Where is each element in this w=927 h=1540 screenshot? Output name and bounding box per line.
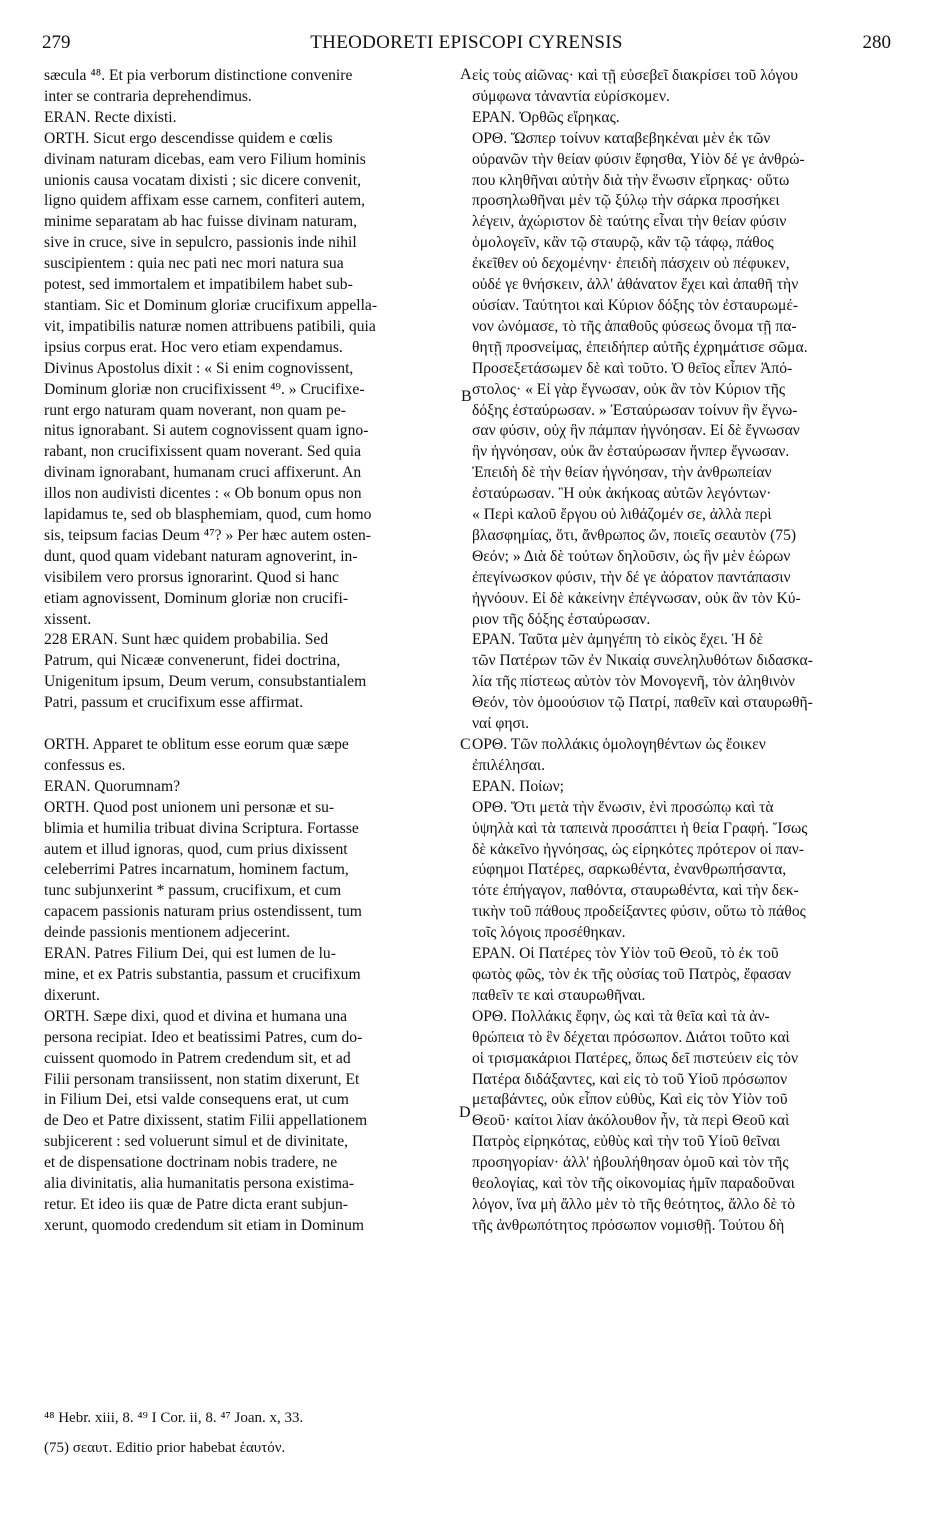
greek-line: νον ὠνόμασε, τὸ τῆς ἀπαθοῦς φύσεως ὄνομα τῇ πα- [472,317,797,335]
latin-line: capacem passionis naturam prius ostendissent, tum [44,903,362,921]
greek-line: σύμφωνα τἀναντία εὑρίσκομεν. [472,87,670,105]
greek-line: σαν φύσιν, οὐχ ἣν πάμπαν ἠγνόησαν. Εἰ δὲ ἔγνωσαν [472,422,800,440]
greek-line: παθεῖν τε καὶ σταυρωθῆναι. [472,986,646,1004]
latin-line: runt ergo naturam quam noverant, non quam pe- [44,401,346,419]
latin-line: ORTH. Quod post unionem uni personæ et su- [44,798,335,816]
greek-line: προσηλωθῆναι μὲν τῷ ξύλῳ τὴν σάρκα προσήκει [472,192,780,210]
latin-line: Dominum gloriæ non crucifixissent ⁴⁹. » Crucifixe- [44,380,365,398]
latin-line: ERAN. Patres Filium Dei, qui est lumen de lu- [44,945,336,963]
latin-line: celeberrimi Patres incarnatum, hominem factum, [44,861,349,879]
latin-line: Filii personam transiissent, non statim dixerunt, Et [44,1070,360,1088]
greek-line: ὑψηλὰ καὶ τὰ ταπεινὰ προσάπτει ἡ θεία Γραφή. Ἴσως [472,819,808,837]
latin-line: ORTH. Sæpe dixi, quod et divina et humana una [44,1007,348,1025]
latin-line: ORTH. Apparet te oblitum esse eorum quæ sæpe [44,736,349,753]
latin-line: xissent. [44,610,92,628]
greek-line: εἰς τοὺς αἰῶνας· καὶ τῇ εὐσεβεῖ διακρίσει τοῦ λόγου [472,67,798,84]
margin-marker-c: C [460,736,471,753]
greek-line: λία τῆς πίστεως αὐτὸν τὸν Μονογενῆ, τὸν ἀληθινὸν [472,673,795,691]
latin-line: etiam agnovissent, Dominum gloriæ non crucifi- [44,589,349,607]
greek-line: Θεόν; » Διὰ δὲ τούτων δηλοῦσιν, ὡς ἣν μὲν ἑώρων [472,547,791,565]
greek-line: λέγειν, ἀχώριστον δὲ ταύτης εἶναι τὴν θείαν φύσιν [472,213,787,231]
greek-line: ΕΡΑΝ. Οἱ Πατέρες τὸν Υἱὸν τοῦ Θεοῦ, τὸ ἐκ τοῦ [472,945,779,963]
greek-line: λόγον, ἵνα μὴ ἄλλο μὲν τὸ τῆς θεότητος, ἄλλο δὲ τὸ [472,1195,796,1213]
greek-line: ἐπεγίνωσκον φύσιν, τὴν δέ γε ἀόρατον παντάπασιν [472,568,791,586]
greek-line: ἐπιλέλησαι. [472,756,545,774]
latin-line: et de dispensatione doctrinam nobis tradere, ne [44,1154,338,1172]
page-number-left: 279 [42,32,71,53]
latin-line: Patrum, qui Nicææ convenerunt, fidei doctrina, [44,652,341,670]
greek-line: θητῇ προσνείμας, ἐπειδήπερ αὐτῆς ἐχρημάτισε σῶμα. [472,338,808,356]
latin-line: potest, sed immortalem et impatibilem habet sub- [44,276,353,294]
latin-line: de Deo et Patre dixissent, statim Filii appellationem [44,1112,368,1130]
latin-line: Unigenitum ipsum, Deum verum, consubstantialem [44,673,367,691]
latin-line: nitus ignorabant. Si autem cognovissent quam igno- [44,422,369,440]
greek-line: τότε ἐπήγαγον, παθόντα, σταυρωθέντα, καὶ τὴν δεκ- [472,882,799,900]
greek-line: ΕΡΑΝ. Ὀρθῶς εἴρηκας. [472,108,620,126]
latin-line: stantiam. Sic et Dominum gloriæ crucifixum appella- [44,296,378,314]
latin-line: ligno quidem affixam esse carnem, confiteri autem, [44,192,366,210]
greek-line: θεολογίας, καὶ τὸν τῆς οἰκονομίας ἡμῖν παραδοῦναι [472,1175,795,1193]
footnote-variant: (75) σεαυτ. Editio prior habebat ἑαυτόν. [44,1440,286,1456]
latin-line: illos non audivisti dicentes : « Ob bonum opus non [44,485,362,503]
margin-marker-d: D [459,1104,471,1121]
greek-line: ΟΡΘ. Ὥσπερ τοίνυν καταβεβηκέναι μὲν ἐκ τῶν [472,129,771,147]
latin-line: sæcula ⁴⁸. Et pia verborum distinctione convenire [44,67,353,84]
greek-line: δὲ κἀκεῖνο ἠγνόησας, ὡς εἰρηκότες πρότερον οἱ παν- [472,840,804,858]
latin-line: confessus es. [44,756,126,774]
greek-line: ΕΡΑΝ. Ταῦτα μὲν ἀμηγέπη τὸ εἰκὸς ἔχει. Ἡ δὲ [472,631,764,649]
latin-line: suscipientem : quia nec pati nec mori natura sua [44,255,344,273]
latin-line: ORTH. Sicut ergo descendisse quidem e cœlis [44,129,333,147]
greek-line: βλασφημίας, ὅτι, ἄνθρωπος ὤν, ποιεῖς σεαυτὸν (75) [472,526,797,544]
greek-line: μεταβάντες, οὐκ εἶπον εὐθὺς, Καὶ εἰς τὸν Υἱὸν τοῦ [472,1091,788,1109]
latin-line: mine, et ex Patris substantia, passum et crucifixum [44,965,361,983]
latin-line: visibilem vero prorsus ignorarint. Quod si hanc [44,568,339,586]
greek-line: Ἐπειδὴ δὲ τὴν θείαν ἠγνόησαν, τὴν ἀνθρωπείαν [472,464,772,482]
latin-line: minime separatam ab hac fuisse divinam naturam, [44,213,358,231]
greek-line: εύφημοι Πατέρες, σαρκωθέντα, ἐνανθρωπήσαντα, [472,861,787,879]
latin-line: retur. Et ideo iis quæ de Patre dicta erant subjun- [44,1195,349,1213]
greek-line: τῶν Πατέρων τῶν ἐν Νικαίᾳ συνεληλυθότων διδασκα- [472,652,813,670]
greek-line: Προσεξετάσωμεν δὲ καὶ τοῦτο. Ὁ θεῖος εἶπεν Ἀπό- [472,359,793,377]
greek-line: στολος· « Εἰ γὰρ ἔγνωσαν, οὐκ ἂν τὸν Κύριον τῆς [472,380,786,398]
latin-line: Divinus Apostolus dixit : « Si enim cognovissent, [44,359,354,377]
latin-line: dixerunt. [44,986,100,1004]
greek-line: δόξης ἐσταύρωσαν. » Ἐσταύρωσαν τοίνυν ἣν ἔγνω- [472,401,798,419]
latin-line: autem et illud ignoras, quod, cum prius dixissent [44,840,348,858]
greek-column [472,66,892,1237]
greek-line: ΟΡΘ. Ὅτι μετὰ τὴν ἕνωσιν, ἑνὶ προσώπῳ καὶ τὰ [472,798,774,816]
greek-line: που κληθῆναι αὐτὴν διὰ τὴν ἕνωσιν εἴρηκας· οὕτω [472,171,790,189]
footnote-references: ⁴⁸ Hebr. xiii, 8. ⁴⁹ I Cor. ii, 8. ⁴⁷ Joan. x, 33. [44,1410,304,1426]
page-number-right: 280 [862,32,891,53]
latin-line: dunt, quod quam videbant naturam agnoverint, in- [44,547,358,565]
greek-line: ἣν ἠγνόησαν, οὐκ ἂν ἐσταύρωσαν ἥνπερ ἔγνωσαν. [472,443,790,461]
latin-line: ERAN. Quorumnam? [44,777,180,795]
latin-line: xerunt, quomodo credendum sit etiam in Dominum [44,1216,365,1234]
latin-line: sis, teipsum facias Deum ⁴⁷? » Per hæc autem osten- [44,526,372,544]
latin-line: persona recipiat. Ideo et beatissimi Patres, cum do- [44,1028,363,1046]
greek-line: Θεοῦ· καίτοι λίαν ἀκόλουθον ἦν, τὰ περὶ Θεοῦ καὶ [472,1112,790,1130]
greek-line: Πατρὸς εἰρηκότας, εὐθὺς καὶ τὴν τοῦ Υἱοῦ θεῖναι [472,1133,781,1151]
greek-line: προσηγορίαν· ἀλλ' ἠβουλήθησαν ὁμοῦ καὶ τὸν τῆς [472,1154,789,1172]
latin-line: vit, impatibilis naturæ nomen attribuens patibili, quia [44,317,376,335]
greek-line: ἠγνόουν. Εἰ δὲ κἀκείνην ἐπέγνωσαν, οὐκ ἂν τὸν Κύ- [472,589,801,607]
latin-line: divinam naturam dicebas, eam vero Filium hominis [44,150,366,168]
latin-line: inter se contraria deprehendimus. [44,87,252,105]
greek-line: ΟΡΘ. Πολλάκις ἔφην, ὡς καὶ τὰ θεῖα καὶ τὰ ἀν- [472,1007,770,1025]
greek-line: ἐσταύρωσαν. Ἢ οὐκ ἀκήκοας αὐτῶν λεγόντων· [472,485,772,503]
latin-line: ipsius corpus erat. Hoc vero etiam expendamus. [44,338,343,356]
latin-column [44,66,459,1237]
latin-line: alia divinitatis, alia humanitatis persona existima- [44,1175,355,1193]
latin-line: unionis causa vocatam dixisti ; sic dicere convenit, [44,171,361,189]
greek-line: τῆς ἀνθρωπότητος πρόσωπον νομισθῇ. Τούτου δὴ [472,1216,785,1234]
latin-line: Patri, passum et crucifixum esse affirmat. [44,694,304,712]
running-header [42,32,891,58]
greek-line: ναί φησι. [472,715,529,733]
latin-line: divinam ignorabant, humanam cruci affixerunt. An [44,464,362,482]
greek-line: τικὴν τοῦ πάθους προδείξαντες φύσιν, οὕτω τὸ πάθος [472,903,806,921]
latin-line: 228 ERAN. Sunt hæc quidem probabilia. Sed [44,631,329,649]
margin-marker-b: B [461,388,472,405]
greek-line: ριον τῆς δόξης ἐσταύρωσαν. [472,610,651,628]
running-title: THEODORETI EPISCOPI CYRENSIS [310,32,623,53]
latin-line: in Filium Dei, etsi valde consequens erat, ut cum [44,1091,349,1109]
latin-line: ERAN. Recte dixisti. [44,108,177,126]
greek-line: θρώπεια τὸ ἓν δέχεται πρόσωπον. Διάτοι τοῦτο καὶ [472,1028,790,1046]
greek-line: Θεόν, τὸν ὁμοούσιον τῷ Πατρί, παθεῖν καὶ σταυρωθῆ- [472,694,813,712]
latin-line: cuissent quomodo in Patrem credendum sit, et ad [44,1049,351,1067]
latin-line: lapidamus te, sed ob blasphemiam, quod, cum homo [44,506,372,524]
latin-line [44,714,459,735]
latin-line: sive in cruce, sive in sepulcro, passionis inde nihil [44,234,357,252]
greek-line: οἱ τρισμακάριοι Πατέρες, ὅπως δεῖ πιστεύειν εἰς τὸν [472,1049,799,1067]
greek-line: ὁμολογεῖν, κἂν τῷ σταυρῷ, κἂν τῷ τάφῳ, πάθος [472,234,774,252]
latin-line: deinde passionis mentionem adjecerint. [44,924,290,942]
greek-line: Πατέρα διδάξαντες, καὶ εἰς τὸ τοῦ Υἱοῦ πρόσωπον [472,1070,788,1088]
greek-line: τοῖς λόγοις προσέθηκαν. [472,924,626,942]
greek-line: ΟΡΘ. Τῶν πολλάκις ὁμολογηθέντων ὡς ἔοικεν [472,736,766,753]
greek-line: οὐδέ γε θνήσκειν, ἀλλ' ἀθάνατον ἔχει καὶ ἀπαθῆ τὴν [472,276,799,294]
margin-marker-a: A [460,66,472,83]
greek-line: ΕΡΑΝ. Ποίων; [472,777,565,795]
latin-line: blimia et humilia tribuat divina Scriptura. Fortasse [44,819,359,837]
latin-line: tunc subjunxerint * passum, crucifixum, et cum [44,882,342,900]
greek-line: οὐρανῶν τὴν θείαν φύσιν ἔφησθα, Υἱὸν δέ γε ἀνθρώ- [472,150,805,168]
greek-line: οὐσίαν. Ταύτητοι καὶ Κύριον δόξης τὸν ἐσταυρωμέ- [472,296,799,314]
greek-line: ἐκεῖθεν οὐ δεχομένην· ἐπειδὴ πάσχειν οὐ πέφυκεν, [472,255,790,273]
greek-line: « Περὶ καλοῦ ἔργου οὐ λιθάζομέν σε, ἀλλὰ περὶ [472,506,772,524]
latin-line: rabant, non crucifixissent quam noverant. Sed quia [44,443,361,461]
greek-line: φωτὸς φῶς, τὸν ἐκ τῆς οὐσίας τοῦ Πατρὸς, ἔφασαν [472,965,792,983]
latin-line: subjicerent : sed voluerunt simul et de divinitate, [44,1133,349,1151]
